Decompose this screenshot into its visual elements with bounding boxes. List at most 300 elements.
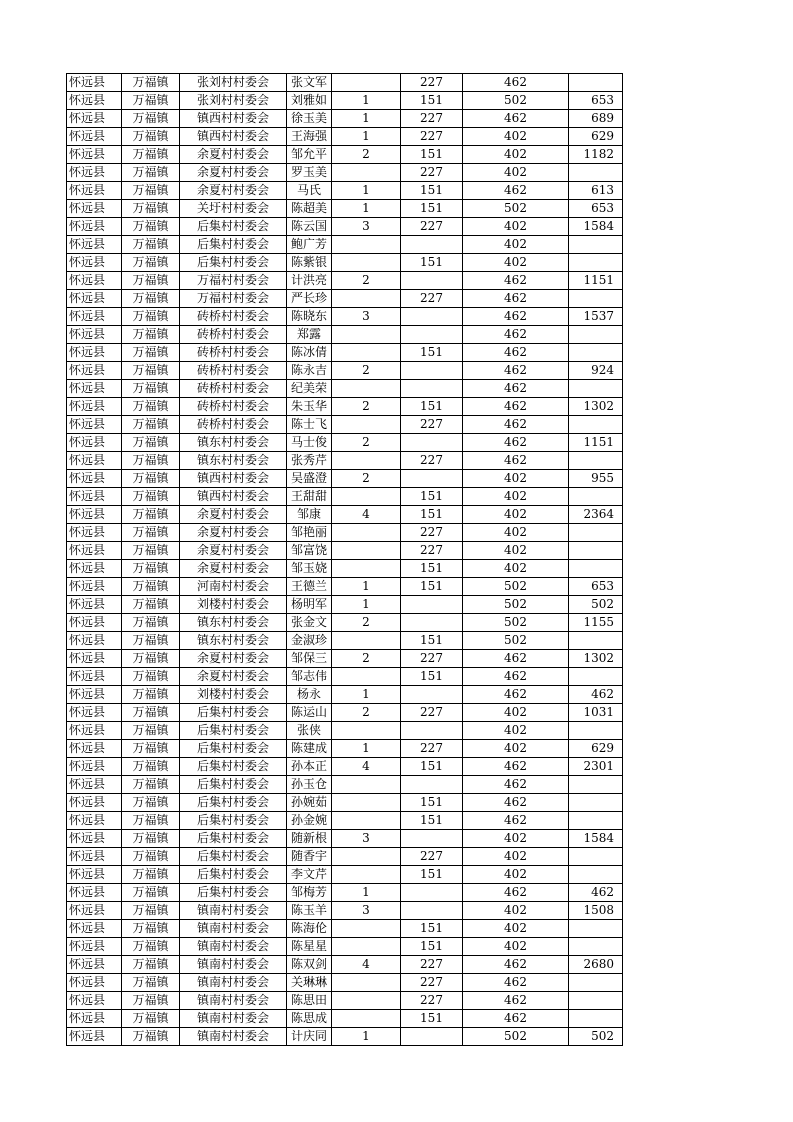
table-row: [67, 776, 623, 794]
amount-b-cell: 402: [463, 560, 569, 578]
county-cell: 怀远县: [67, 488, 122, 506]
amount-a-cell: 151: [401, 182, 463, 200]
count-cell: 2: [332, 398, 401, 416]
total-cell: [569, 290, 623, 308]
county-cell: 怀远县: [67, 290, 122, 308]
village-cell: 镇南村村委会: [180, 992, 287, 1010]
amount-b-cell: 502: [463, 596, 569, 614]
amount-a-cell: 227: [401, 848, 463, 866]
amount-a-cell: 151: [401, 344, 463, 362]
table-row: [67, 506, 623, 524]
total-cell: [569, 488, 623, 506]
amount-b-cell: 402: [463, 722, 569, 740]
count-cell: [332, 326, 401, 344]
town-cell: 万福镇: [122, 398, 180, 416]
table-row: [67, 722, 623, 740]
amount-a-cell: 227: [401, 416, 463, 434]
name-cell: 马氏: [287, 182, 332, 200]
count-cell: 4: [332, 758, 401, 776]
table-row: [67, 938, 623, 956]
county-cell: 怀远县: [67, 650, 122, 668]
town-cell: 万福镇: [122, 146, 180, 164]
name-cell: 王甜甜: [287, 488, 332, 506]
town-cell: 万福镇: [122, 182, 180, 200]
village-cell: 后集村村委会: [180, 794, 287, 812]
name-cell: 邹保三: [287, 650, 332, 668]
count-cell: 2: [332, 272, 401, 290]
town-cell: 万福镇: [122, 740, 180, 758]
town-cell: 万福镇: [122, 722, 180, 740]
county-cell: 怀远县: [67, 254, 122, 272]
town-cell: 万福镇: [122, 218, 180, 236]
total-cell: [569, 524, 623, 542]
total-cell: 1584: [569, 830, 623, 848]
town-cell: 万福镇: [122, 74, 180, 92]
amount-b-cell: 462: [463, 326, 569, 344]
count-cell: 3: [332, 830, 401, 848]
town-cell: 万福镇: [122, 290, 180, 308]
count-cell: 4: [332, 956, 401, 974]
count-cell: [332, 776, 401, 794]
amount-a-cell: 227: [401, 164, 463, 182]
county-cell: 怀远县: [67, 830, 122, 848]
count-cell: [332, 560, 401, 578]
village-cell: 镇东村村委会: [180, 614, 287, 632]
amount-a-cell: 227: [401, 542, 463, 560]
amount-a-cell: [401, 596, 463, 614]
table-row: [67, 974, 623, 992]
village-cell: 后集村村委会: [180, 848, 287, 866]
count-cell: 2: [332, 650, 401, 668]
amount-a-cell: [401, 380, 463, 398]
table-row: [67, 632, 623, 650]
amount-b-cell: 502: [463, 632, 569, 650]
count-cell: [332, 1010, 401, 1028]
name-cell: 鲍广芳: [287, 236, 332, 254]
count-cell: [332, 488, 401, 506]
amount-a-cell: 227: [401, 704, 463, 722]
name-cell: 邹梅芳: [287, 884, 332, 902]
village-cell: 张刘村村委会: [180, 74, 287, 92]
total-cell: 1182: [569, 146, 623, 164]
county-cell: 怀远县: [67, 470, 122, 488]
amount-b-cell: 502: [463, 578, 569, 596]
village-cell: 镇东村村委会: [180, 434, 287, 452]
table-row: [67, 1010, 623, 1028]
village-cell: 万福村村委会: [180, 272, 287, 290]
table-row: [67, 164, 623, 182]
count-cell: 2: [332, 434, 401, 452]
county-cell: 怀远县: [67, 866, 122, 884]
town-cell: 万福镇: [122, 506, 180, 524]
total-cell: 924: [569, 362, 623, 380]
amount-b-cell: 462: [463, 686, 569, 704]
village-cell: 后集村村委会: [180, 254, 287, 272]
name-cell: 陈士飞: [287, 416, 332, 434]
name-cell: 陈冰倩: [287, 344, 332, 362]
total-cell: [569, 992, 623, 1010]
name-cell: 刘雅如: [287, 92, 332, 110]
amount-a-cell: 227: [401, 110, 463, 128]
table-row: [67, 812, 623, 830]
town-cell: 万福镇: [122, 380, 180, 398]
table-row: [67, 704, 623, 722]
count-cell: 3: [332, 308, 401, 326]
town-cell: 万福镇: [122, 362, 180, 380]
village-cell: 万福村村委会: [180, 290, 287, 308]
table-row: [67, 794, 623, 812]
town-cell: 万福镇: [122, 236, 180, 254]
town-cell: 万福镇: [122, 956, 180, 974]
town-cell: 万福镇: [122, 488, 180, 506]
total-cell: 1151: [569, 434, 623, 452]
county-cell: 怀远县: [67, 416, 122, 434]
town-cell: 万福镇: [122, 848, 180, 866]
total-cell: 1537: [569, 308, 623, 326]
amount-b-cell: 462: [463, 776, 569, 794]
amount-b-cell: 462: [463, 668, 569, 686]
village-cell: 镇西村村委会: [180, 110, 287, 128]
village-cell: 后集村村委会: [180, 218, 287, 236]
village-cell: 余夏村村委会: [180, 524, 287, 542]
total-cell: 462: [569, 686, 623, 704]
total-cell: [569, 848, 623, 866]
name-cell: 邹康: [287, 506, 332, 524]
name-cell: 邹富饶: [287, 542, 332, 560]
count-cell: 1: [332, 200, 401, 218]
town-cell: 万福镇: [122, 200, 180, 218]
town-cell: 万福镇: [122, 416, 180, 434]
amount-a-cell: 227: [401, 740, 463, 758]
amount-b-cell: 462: [463, 308, 569, 326]
name-cell: 邹艳丽: [287, 524, 332, 542]
table-row: [67, 416, 623, 434]
county-cell: 怀远县: [67, 524, 122, 542]
amount-a-cell: 151: [401, 668, 463, 686]
table-row: [67, 200, 623, 218]
town-cell: 万福镇: [122, 92, 180, 110]
county-cell: 怀远县: [67, 146, 122, 164]
table-row: [67, 362, 623, 380]
village-cell: 镇西村村委会: [180, 128, 287, 146]
county-cell: 怀远县: [67, 218, 122, 236]
county-cell: 怀远县: [67, 362, 122, 380]
total-cell: [569, 380, 623, 398]
table-row: [67, 524, 623, 542]
table-row: [67, 92, 623, 110]
amount-b-cell: 462: [463, 290, 569, 308]
village-cell: 后集村村委会: [180, 866, 287, 884]
name-cell: 严长珍: [287, 290, 332, 308]
table-row: [67, 380, 623, 398]
total-cell: 613: [569, 182, 623, 200]
amount-b-cell: 462: [463, 992, 569, 1010]
town-cell: 万福镇: [122, 614, 180, 632]
village-cell: 镇南村村委会: [180, 1028, 287, 1046]
village-cell: 刘楼村村委会: [180, 596, 287, 614]
total-cell: 462: [569, 884, 623, 902]
count-cell: 1: [332, 884, 401, 902]
name-cell: 陈建成: [287, 740, 332, 758]
name-cell: 徐玉美: [287, 110, 332, 128]
village-cell: 镇南村村委会: [180, 938, 287, 956]
table-row: [67, 848, 623, 866]
count-cell: 1: [332, 686, 401, 704]
amount-b-cell: 402: [463, 902, 569, 920]
data-table: [66, 73, 623, 1046]
village-cell: 余夏村村委会: [180, 182, 287, 200]
village-cell: 关圩村村委会: [180, 200, 287, 218]
name-cell: 陈双剑: [287, 956, 332, 974]
county-cell: 怀远县: [67, 812, 122, 830]
amount-a-cell: 151: [401, 812, 463, 830]
total-cell: 1508: [569, 902, 623, 920]
count-cell: [332, 974, 401, 992]
amount-a-cell: 151: [401, 506, 463, 524]
name-cell: 张侠: [287, 722, 332, 740]
town-cell: 万福镇: [122, 326, 180, 344]
village-cell: 镇南村村委会: [180, 920, 287, 938]
table-body: [67, 74, 623, 1046]
amount-a-cell: 227: [401, 650, 463, 668]
county-cell: 怀远县: [67, 380, 122, 398]
town-cell: 万福镇: [122, 254, 180, 272]
total-cell: [569, 632, 623, 650]
county-cell: 怀远县: [67, 938, 122, 956]
amount-a-cell: [401, 326, 463, 344]
county-cell: 怀远县: [67, 326, 122, 344]
name-cell: 王德兰: [287, 578, 332, 596]
name-cell: 张文军: [287, 74, 332, 92]
amount-a-cell: [401, 686, 463, 704]
town-cell: 万福镇: [122, 344, 180, 362]
amount-a-cell: 151: [401, 1010, 463, 1028]
county-cell: 怀远县: [67, 920, 122, 938]
name-cell: 孙本正: [287, 758, 332, 776]
count-cell: 1: [332, 740, 401, 758]
count-cell: [332, 866, 401, 884]
count-cell: [332, 722, 401, 740]
count-cell: [332, 236, 401, 254]
total-cell: 2364: [569, 506, 623, 524]
village-cell: 砖桥村村委会: [180, 416, 287, 434]
village-cell: 余夏村村委会: [180, 146, 287, 164]
town-cell: 万福镇: [122, 920, 180, 938]
count-cell: [332, 938, 401, 956]
total-cell: 1302: [569, 398, 623, 416]
amount-b-cell: 402: [463, 938, 569, 956]
county-cell: 怀远县: [67, 578, 122, 596]
village-cell: 刘楼村村委会: [180, 686, 287, 704]
county-cell: 怀远县: [67, 902, 122, 920]
name-cell: 邹允平: [287, 146, 332, 164]
table-row: [67, 326, 623, 344]
amount-a-cell: [401, 776, 463, 794]
village-cell: 镇西村村委会: [180, 470, 287, 488]
village-cell: 后集村村委会: [180, 884, 287, 902]
village-cell: 砖桥村村委会: [180, 380, 287, 398]
town-cell: 万福镇: [122, 866, 180, 884]
town-cell: 万福镇: [122, 596, 180, 614]
amount-a-cell: 227: [401, 956, 463, 974]
town-cell: 万福镇: [122, 272, 180, 290]
amount-a-cell: [401, 362, 463, 380]
table-row: [67, 1028, 623, 1046]
amount-a-cell: 151: [401, 866, 463, 884]
amount-b-cell: 402: [463, 146, 569, 164]
amount-a-cell: 151: [401, 632, 463, 650]
table-row: [67, 290, 623, 308]
amount-b-cell: 402: [463, 740, 569, 758]
county-cell: 怀远县: [67, 452, 122, 470]
amount-b-cell: 402: [463, 218, 569, 236]
town-cell: 万福镇: [122, 1028, 180, 1046]
amount-b-cell: 402: [463, 866, 569, 884]
name-cell: 陈云国: [287, 218, 332, 236]
table-row: [67, 128, 623, 146]
count-cell: 1: [332, 596, 401, 614]
count-cell: 2: [332, 146, 401, 164]
county-cell: 怀远县: [67, 92, 122, 110]
amount-a-cell: 151: [401, 488, 463, 506]
total-cell: 629: [569, 128, 623, 146]
total-cell: 653: [569, 578, 623, 596]
count-cell: 1: [332, 128, 401, 146]
name-cell: 陈晓东: [287, 308, 332, 326]
amount-a-cell: [401, 434, 463, 452]
town-cell: 万福镇: [122, 128, 180, 146]
county-cell: 怀远县: [67, 722, 122, 740]
amount-a-cell: 151: [401, 578, 463, 596]
amount-a-cell: [401, 830, 463, 848]
amount-a-cell: [401, 470, 463, 488]
village-cell: 镇南村村委会: [180, 902, 287, 920]
county-cell: 怀远县: [67, 74, 122, 92]
name-cell: 杨明军: [287, 596, 332, 614]
amount-b-cell: 402: [463, 848, 569, 866]
count-cell: 1: [332, 182, 401, 200]
county-cell: 怀远县: [67, 182, 122, 200]
table-row: [67, 182, 623, 200]
table-row: [67, 686, 623, 704]
county-cell: 怀远县: [67, 344, 122, 362]
amount-b-cell: 502: [463, 614, 569, 632]
amount-b-cell: 462: [463, 650, 569, 668]
county-cell: 怀远县: [67, 164, 122, 182]
town-cell: 万福镇: [122, 704, 180, 722]
count-cell: [332, 380, 401, 398]
amount-b-cell: 402: [463, 254, 569, 272]
name-cell: 孙婉茹: [287, 794, 332, 812]
amount-b-cell: 462: [463, 362, 569, 380]
amount-b-cell: 402: [463, 920, 569, 938]
table-row: [67, 614, 623, 632]
county-cell: 怀远县: [67, 434, 122, 452]
amount-a-cell: 227: [401, 524, 463, 542]
name-cell: 纪美荣: [287, 380, 332, 398]
count-cell: [332, 920, 401, 938]
total-cell: [569, 812, 623, 830]
table-row: [67, 308, 623, 326]
village-cell: 余夏村村委会: [180, 542, 287, 560]
town-cell: 万福镇: [122, 884, 180, 902]
table-row: [67, 902, 623, 920]
name-cell: 邹玉娆: [287, 560, 332, 578]
table-row: [67, 470, 623, 488]
count-cell: [332, 812, 401, 830]
county-cell: 怀远县: [67, 1028, 122, 1046]
amount-a-cell: 151: [401, 398, 463, 416]
village-cell: 后集村村委会: [180, 812, 287, 830]
total-cell: 689: [569, 110, 623, 128]
amount-b-cell: 462: [463, 74, 569, 92]
amount-b-cell: 402: [463, 704, 569, 722]
amount-a-cell: [401, 272, 463, 290]
town-cell: 万福镇: [122, 434, 180, 452]
county-cell: 怀远县: [67, 974, 122, 992]
table-row: [67, 578, 623, 596]
total-cell: 629: [569, 740, 623, 758]
amount-a-cell: [401, 1028, 463, 1046]
total-cell: 502: [569, 1028, 623, 1046]
table-row: [67, 992, 623, 1010]
table-row: [67, 920, 623, 938]
amount-b-cell: 402: [463, 164, 569, 182]
town-cell: 万福镇: [122, 668, 180, 686]
county-cell: 怀远县: [67, 668, 122, 686]
count-cell: 2: [332, 704, 401, 722]
table-row: [67, 110, 623, 128]
village-cell: 余夏村村委会: [180, 164, 287, 182]
amount-a-cell: 151: [401, 938, 463, 956]
county-cell: 怀远县: [67, 110, 122, 128]
count-cell: [332, 74, 401, 92]
county-cell: 怀远县: [67, 236, 122, 254]
town-cell: 万福镇: [122, 776, 180, 794]
amount-a-cell: 227: [401, 452, 463, 470]
amount-a-cell: [401, 236, 463, 254]
county-cell: 怀远县: [67, 632, 122, 650]
table-row: [67, 146, 623, 164]
count-cell: [332, 848, 401, 866]
name-cell: 陈思田: [287, 992, 332, 1010]
name-cell: 邹志伟: [287, 668, 332, 686]
table-row: [67, 650, 623, 668]
amount-b-cell: 462: [463, 884, 569, 902]
name-cell: 罗玉美: [287, 164, 332, 182]
count-cell: 1: [332, 578, 401, 596]
name-cell: 陈海伦: [287, 920, 332, 938]
name-cell: 孙玉仓: [287, 776, 332, 794]
village-cell: 砖桥村村委会: [180, 326, 287, 344]
amount-b-cell: 402: [463, 128, 569, 146]
amount-b-cell: 462: [463, 110, 569, 128]
village-cell: 砖桥村村委会: [180, 308, 287, 326]
total-cell: [569, 452, 623, 470]
total-cell: [569, 344, 623, 362]
total-cell: [569, 920, 623, 938]
amount-b-cell: 462: [463, 794, 569, 812]
amount-b-cell: 462: [463, 452, 569, 470]
amount-a-cell: 151: [401, 794, 463, 812]
amount-a-cell: 151: [401, 92, 463, 110]
table-row: [67, 542, 623, 560]
town-cell: 万福镇: [122, 650, 180, 668]
table-row: [67, 560, 623, 578]
county-cell: 怀远县: [67, 1010, 122, 1028]
town-cell: 万福镇: [122, 758, 180, 776]
table-row: [67, 452, 623, 470]
